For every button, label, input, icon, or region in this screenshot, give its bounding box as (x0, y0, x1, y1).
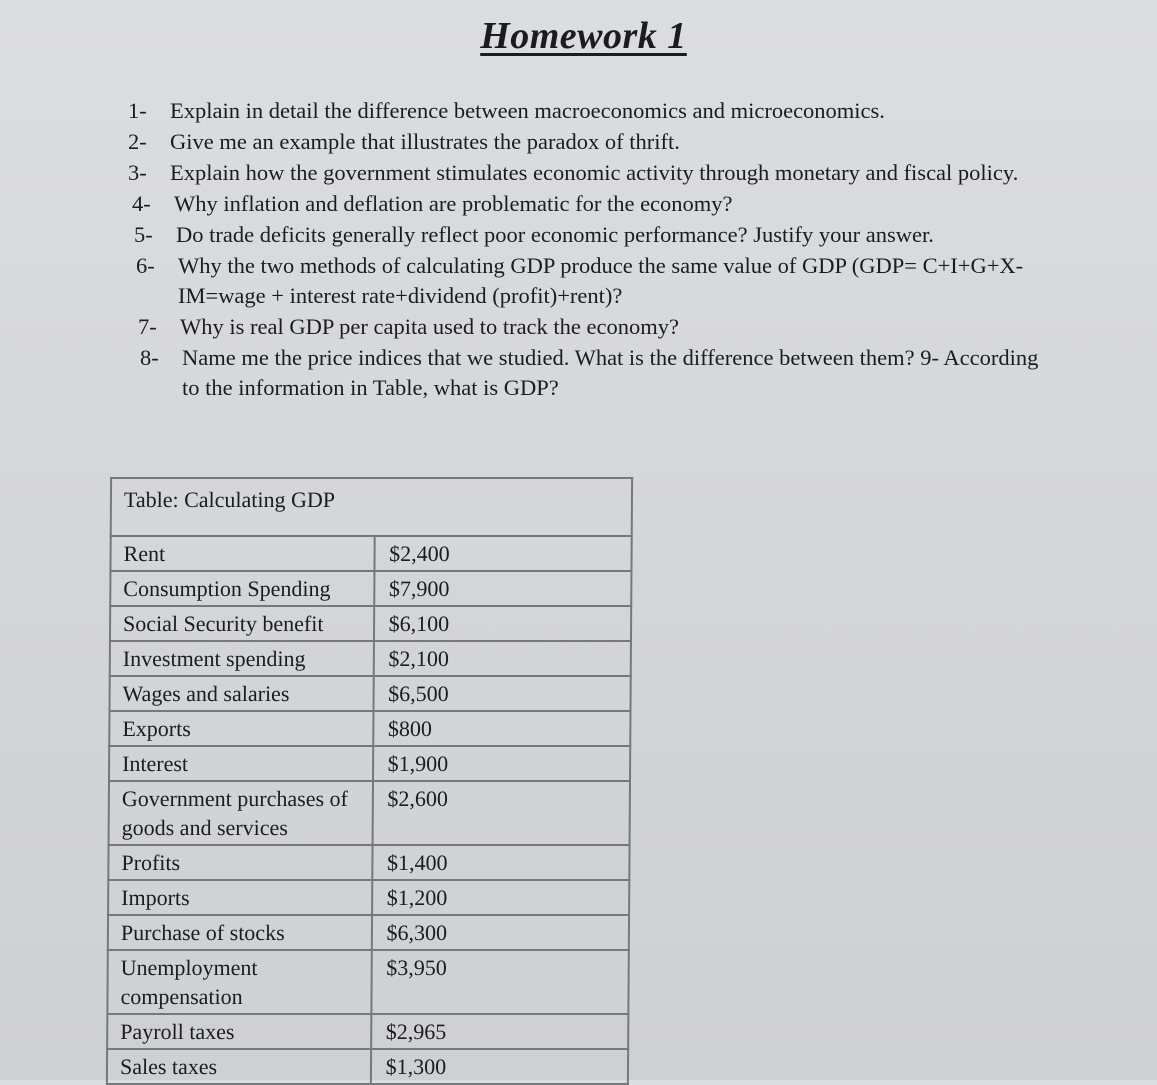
table-row (109, 781, 630, 845)
question-text: Give me an example that illustrates the paradox of thrift. (170, 129, 680, 154)
row-label: Social Security benefit (110, 606, 374, 641)
question-number: 6- (136, 253, 155, 278)
table-row (107, 1014, 628, 1049)
row-value: $1,300 (370, 1049, 628, 1084)
question-number: 1- (128, 98, 147, 123)
question-number: 3- (128, 160, 147, 185)
question-number: 7- (138, 314, 157, 339)
table-row (109, 711, 630, 746)
gdp-table (106, 477, 633, 1085)
row-value: $800 (373, 711, 631, 746)
row-value: $3,950 (371, 950, 629, 1014)
table-row (110, 641, 631, 676)
row-label: Sales taxes (107, 1049, 371, 1084)
question-text: Why is real GDP per capita used to track the economy? (180, 314, 679, 339)
question-text: Why the two methods of calculating GDP produce the same value of GDP (GDP= C+I+G+X-IM=wage + interest rate+dividend (profit)+rent)? (178, 253, 1024, 308)
row-value: $6,300 (371, 915, 629, 950)
row-label: Consumption Spending (110, 571, 374, 606)
row-label: Wages and salaries (109, 676, 373, 711)
list-item (132, 189, 1052, 219)
question-text: Do trade deficits generally reflect poor economic performance? Justify your answer. (176, 222, 934, 247)
row-value: $2,965 (371, 1014, 629, 1049)
table-row (108, 915, 629, 950)
list-item (128, 96, 1048, 126)
row-label: Rent (110, 536, 374, 571)
row-value: $7,900 (374, 571, 632, 606)
row-value: $2,100 (373, 641, 631, 676)
question-number: 5- (134, 222, 153, 247)
row-label: Unemployment compensation (107, 950, 371, 1014)
question-text: Explain how the government stimulates economic activity through monetary and fiscal policy. (170, 160, 1019, 185)
list-item (134, 220, 1054, 250)
table-row (109, 676, 630, 711)
row-label: Exports (109, 711, 373, 746)
row-label: Government purchases of goods and services (109, 781, 373, 845)
row-value: $6,100 (374, 606, 632, 641)
table-caption-row (111, 478, 632, 536)
list-item (138, 312, 1058, 342)
list-item (128, 127, 1048, 157)
table-caption: Table: Calculating GDP (111, 478, 632, 536)
table-row (108, 845, 629, 880)
list-item (136, 251, 1056, 311)
question-text: Explain in detail the difference between macroeconomics and microeconomics. (170, 98, 885, 123)
row-label: Profits (108, 845, 372, 880)
question-number: 4- (132, 191, 151, 216)
table-row (109, 746, 630, 781)
table-row (107, 1049, 628, 1084)
row-value: $6,500 (373, 676, 631, 711)
list-item (128, 158, 1048, 188)
title-text: Homework 1 (480, 15, 687, 57)
table-row (110, 606, 631, 641)
question-number: 2- (128, 129, 147, 154)
row-value: $1,400 (372, 845, 630, 880)
table-row (110, 536, 631, 571)
row-label: Imports (108, 880, 372, 915)
list-item (140, 343, 1060, 403)
row-value: $2,400 (374, 536, 632, 571)
row-label: Interest (109, 746, 373, 781)
question-text: Why inflation and deflation are problematic for the economy? (174, 191, 733, 216)
question-list (128, 96, 1048, 404)
question-text: Name me the price indices that we studied. What is the difference between them? 9- According to the information in Table, what is GDP? (182, 345, 1039, 400)
table-row (110, 571, 631, 606)
table-row (108, 880, 629, 915)
row-label: Payroll taxes (107, 1014, 371, 1049)
row-value: $1,900 (373, 746, 631, 781)
row-label: Purchase of stocks (108, 915, 372, 950)
row-value: $2,600 (372, 781, 630, 845)
table-row (107, 950, 628, 1014)
page-title (0, 14, 1157, 58)
row-label: Investment spending (110, 641, 374, 676)
row-value: $1,200 (372, 880, 630, 915)
question-number: 8- (140, 345, 159, 370)
